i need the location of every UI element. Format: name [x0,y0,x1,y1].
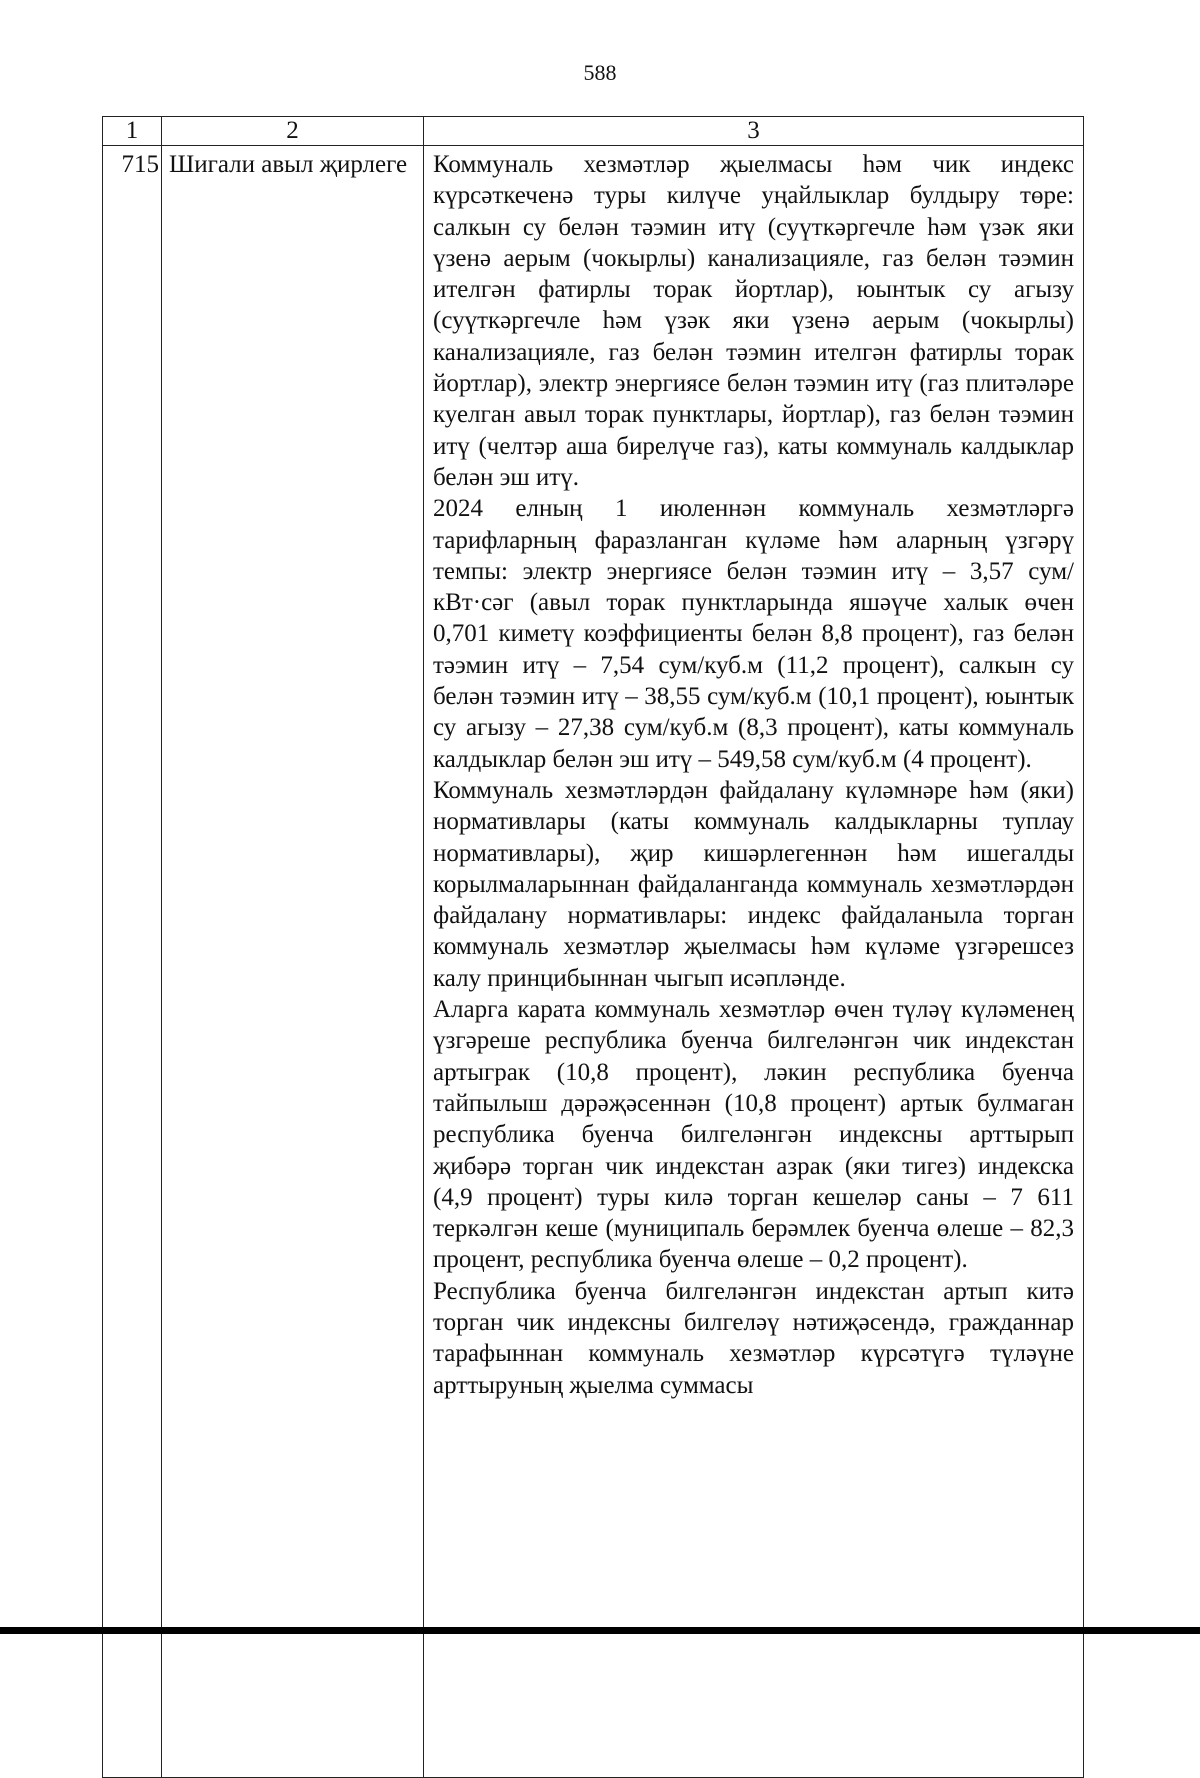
header-col-1: 1 [103,117,162,146]
paragraph: Аларга карата коммуналь хезмәтләр өчен түләү күләменең үзгәреше республика буенча билгеләнгән чик индекстан артыграк (10,8 процент), ләкин республика буенча тайпылыш дәрәҗәсеннән (10,8 процент) артык булмаган республика буенча билгеләнгән индексны арттырып җибәрә торган чик индекстан азрак (яки тигез) индекска (4,9 процент) туры килә торган кешеләр саны – 7 611 теркәлгән кеше (муниципаль берәмлек буенча өлеше – 82,3 процент, республика буенча өлеше – 0,2 процент). [433,996,1074,1274]
table-row [103,146,1084,1778]
bottom-rule [0,1627,1200,1634]
paragraph: Коммуналь хезмәтләр җыелмасы һәм чик индекс күрсәткеченә туры килүче уңайлыклар булдыру төре: салкын су белән тәэмин итү (суүткәргечле һәм үзәк яки үзенә аерым (чокырлы) канализацияле, газ белән тәэмин ителгән фатирлы торак йортлар), юынтык су агызу (суүткәргечле һәм үзәк яки үзенә аерым (чокырлы) канализацияле, газ белән тәэмин ителгән фатирлы торак йортлар), электр энергиясе белән тәэмин итү (газ плитәләре куелган авыл торак пунктлары, йортлар), газ белән тәэмин итү (челтәр аша бирелүче газ), каты коммуналь калдыклар белән эш итү. [433,151,1074,491]
paragraph: Республика буенча билгеләнгән индекстан артып китә торган чик индексны билгеләү нәтиҗәсендә, гражданнар тарафыннан коммуналь хезмәтләр күрсәтүгә түләүне арттыруның җыелма суммасы [433,1277,1074,1399]
description-cell [424,146,1084,1778]
data-table [102,116,1084,1778]
header-col-3: 3 [424,117,1084,146]
paragraph: 2024 елның 1 июленнән коммуналь хезмәтләргә тарифларның фаразланган күләме һәм аларның үзгәрү темпы: электр энергиясе белән тәэмин итү – 3,57 сум/кВт·сәг (авыл торак пунктларында яшәүче халык өчен 0,701 киметү коэффициенты белән 8,8 процент), газ белән тәэмин итү – 7,54 сум/куб.м (11,2 процент), салкын су белән тәэмин итү – 38,55 сум/куб.м (10,1 процент), юынтык су агызу – 27,38 сум/куб.м (8,3 процент), каты коммуналь калдыклар белән эш итү – 549,58 сум/куб.м (4 процент). [433,495,1074,773]
page-number: 588 [583,60,617,85]
paragraph: Коммуналь хезмәтләрдән файдалану күләмнәре һәм (яки) нормативлары (каты коммуналь калдыкларны туплау нормативлары), җир кишәрлегеннән һәм ишегалды корылмаларыннан файдаланганда коммуналь хезмәтләрдән файдалану нормативлары: индекс файдаланыла торган коммуналь хезмәтләр җыелмасы һәм күләме үзгәрешсез калу принцибыннан чыгып исәпләнде. [433,776,1074,992]
table-header-row [103,117,1084,146]
header-col-2: 2 [162,117,424,146]
settlement-name: Шигали авыл җирлеге [162,146,424,1778]
row-number: 715 [103,146,162,1778]
